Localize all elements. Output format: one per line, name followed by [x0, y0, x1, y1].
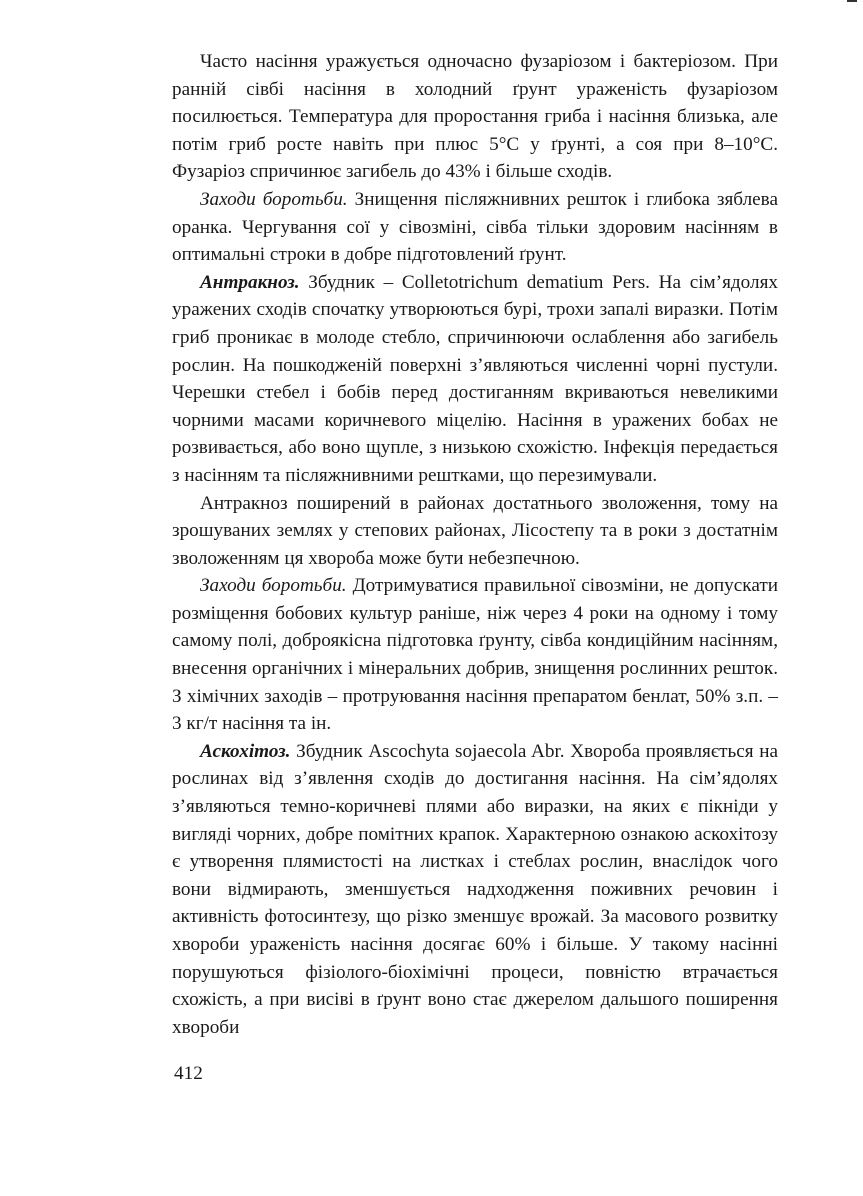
paragraph-lead-ascochyta: Аскохітоз.	[200, 740, 291, 762]
paragraph-body: Збудник Ascochyta sojaecola Abr. Хвороба проявляється на рослинах від з’явлення сходів до достигання насіння. На сім’ядолях з’являються темно-коричневі плями або виразки, на яких є пікніди у вигляді чорних, добре помітних крапок. Характерною ознакою аскохітозу є утворення плямистості на листках і стеблах рослин, внаслідок чого вони відмирають, зменшується надходження поживних речовин і активність фотосинтезу, що різко зменшує врожай. За масового розвитку хвороби ураженість насіння досягає 60% і більше. У такому насінні порушуються фізіолого-біохімічні процеси, повністю втрачається схожість, а при висіві в ґрунт воно стає джерелом дальшого поширення хвороби	[172, 740, 778, 1038]
paragraph-body: Антракноз поширений в районах достатнього зволоження, тому на зрошуваних землях у степових районах, Лісостепу та в роки з достатнім зволоженням ця хвороба може бути небезпечною.	[172, 492, 778, 569]
paragraph-body: Дотримуватися правильної сівозміни, не допускати розміщення бобових культур раніше, ніж через 4 роки на одному і тому самому полі, доброякісна підготовка ґрунту, сівба кондиційним насінням, внесення органічних і мінеральних добрив, знищення рослинних решток. З хімічних заходів – протруювання насіння препаратом бенлат, 50% з.п. – 3 кг/т насіння та ін.	[172, 575, 778, 735]
paragraph-lead-anthracnose: Антракноз.	[200, 271, 300, 293]
scan-edge-mark	[847, 0, 857, 2]
paragraph-body: Часто насіння уражується одночасно фузаріозом і бактеріозом. При ранній сівбі насіння в холодний ґрунт ураженість фузаріозом посилюється. Температура для проростання гриба і насіння близька, але потім гриб росте навіть при плюс 5°С у ґрунті, а соя при 8–10°С. Фузаріоз спричинює загибель до 43% і більше сходів.	[172, 51, 778, 183]
paragraph-body: Збудник – Colletotrichum dematium Pers. На сім’ядолях уражених сходів спочатку утворюються бурі, трохи запалі виразки. Потім гриб проникає в молоде стебло, спричинюючи ослаблення або загибель рослин. На пошкодженій поверхні з’являються численні чорні пустули. Черешки стебел і бобів перед достиганням вкриваються невеликими чорними масами коричневого міцелію. Насіння в уражених бобах не розвивається, або воно щупле, з низькою схожістю. Інфекція передається з насінням та післяжнивними рештками, що перезимували.	[172, 271, 778, 486]
paragraph-lead-control: Заходи боротьби.	[200, 188, 348, 210]
body-text	[172, 48, 778, 1041]
paragraph-body: Знищення післяжнивних решток і глибока зяблева оранка. Чергування сої у сівозміні, сівба тільки здоровим насінням в оптимальні строки в добре підготовлений ґрунт.	[172, 188, 778, 266]
paragraph-anthracnose-spread	[172, 490, 778, 573]
paragraph-lead-control: Заходи боротьби.	[200, 575, 347, 597]
paragraph-control-measures-fusarium	[172, 186, 778, 269]
page-number: 412	[174, 1063, 203, 1084]
paragraph-fusarium-seed	[172, 48, 778, 186]
paragraph-ascochyta	[172, 738, 778, 1042]
paragraph-control-measures-anthracnose	[172, 572, 778, 738]
paragraph-anthracnose	[172, 269, 778, 490]
